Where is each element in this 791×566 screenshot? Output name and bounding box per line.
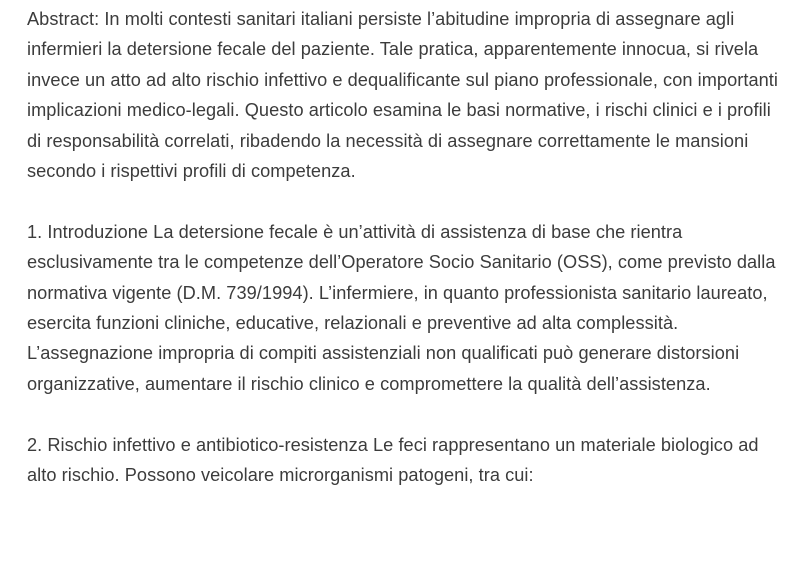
abstract-paragraph: Abstract: In molti contesti sanitari italiani persiste l’abitudine impropria di assegnare agli infermieri la detersione fecale del paziente. Tale pratica, apparentemente innocua, si rivela invece un atto ad alto rischio infettivo e dequalificante sul piano professionale, con importanti implicazioni medico-legali. Questo articolo esamina le basi normative, i rischi clinici e i profili di responsabilità correlati, ribadendo la necessità di assegnare correttamente le mansioni secondo i rispettivi profili di competenza. <box>27 9 778 182</box>
infection-risk-paragraph: 2. Rischio infettivo e antibiotico-resistenza Le feci rappresentano un materiale biologico ad alto rischio. Possono veicolare microrganismi patogeni, tra cui: <box>27 434 759 486</box>
introduction-paragraph: 1. Introduzione La detersione fecale è un’attività di assistenza di base che rientra esclusivamente tra le competenze dell’Operatore Socio Sanitario (OSS), come previsto dalla normativa vigente (D.M. 739/1994). L’infermiere, in quanto professionista sanitario laureato, esercita funzioni cliniche, educative, relazionali e preventive ad alta complessità. L’assegnazione impropria di compiti assistenziali non qualificati può generare distorsioni organizzative, aumentare il rischio clinico e compromettere la qualità dell’assistenza. <box>27 221 776 394</box>
article-body <box>27 4 779 521</box>
